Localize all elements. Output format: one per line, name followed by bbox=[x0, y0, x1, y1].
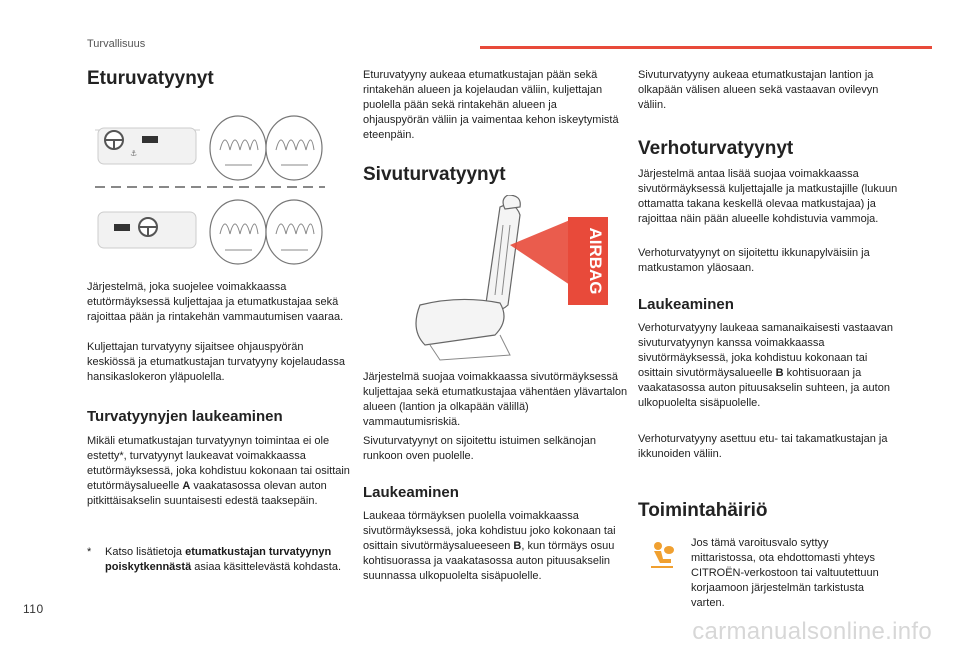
front-deploy-title: Turvatyynyjen laukeaminen bbox=[87, 408, 283, 425]
front-airbags-intro-1: Järjestelmä, joka suojelee voimakkaassa etutörmäyksessä kuljettajaa ja etumatkustajaa sekä rajoittaa pään ja rintakehän vammautumisen vaaraa. bbox=[87, 281, 344, 323]
dashboard-airbag-icon bbox=[114, 224, 130, 231]
curtain-airbags-title: Verhoturvatyynyt bbox=[638, 138, 794, 159]
steering-wheel-icon bbox=[105, 131, 123, 149]
side-airbags-title: Sivuturvatyynyt bbox=[363, 164, 506, 185]
section-label: Turvallisuus bbox=[87, 38, 146, 50]
front-airbags-title: Eturuvatyynyt bbox=[87, 68, 214, 89]
page-number: 110 bbox=[23, 602, 44, 616]
footnote: * Katso lisätietoja etumatkustajan turvatyynyn poiskytkennästä asiaa käsittelevästä kohdasta. bbox=[87, 546, 342, 573]
curtain-airbags-desc-1: Järjestelmä antaa lisää suojaa voimakkaassa sivutörmäyksessä kuljettajalle ja matkustajille (lukuun ottamatta takana keskellä olevaa matkustajaa) ja rajoittaa näin pään alueelle kohdistuvia vammoja. bbox=[638, 168, 898, 225]
fault-title: Toimintahäiriö bbox=[638, 500, 768, 521]
dashboard-airbag-icon bbox=[142, 136, 158, 143]
seat-cushion bbox=[416, 299, 504, 345]
side-deploy-title: Laukeaminen bbox=[363, 484, 459, 501]
curtain-deploy-title: Laukeaminen bbox=[638, 296, 734, 313]
header-accent-rule bbox=[480, 46, 932, 49]
curtain-deploy-text: Verhoturvatyyny laukeaa samanaikaisesti vastaavan sivuturvatyynyn kanssa voimakkaassa sivutörmäyksessä, joka kohdistuu kokonaan tai osittain sivutörmäysalueelle B kohtisuoraan ja vaakatasossa auton pituusakselin suhteen, ja auton ulkopuolelta sisäpuolelle. bbox=[638, 322, 893, 409]
side-airbag-inflation-text: Sivuturvatyyny aukeaa etumatkustajan lantion ja olkapään välisen alueen sekä vastaavan ovilevyn väliin. bbox=[638, 69, 879, 111]
watermark: carmanualsonline.info bbox=[692, 618, 932, 645]
fault-text: Jos tämä varoitusvalo syttyy mittaristossa, ota ehdottomasti yhteys CITROËN-verkostoon tai valtuutettuun korjaamoon järjestelmän tarkistusta varten. bbox=[691, 537, 879, 609]
svg-text:⚓: ⚓ bbox=[130, 149, 138, 158]
side-airbags-desc-2: Sivuturvatyynyt on sijoitettu istuimen selkänojan runkoon oven puolelle. bbox=[363, 435, 596, 462]
side-deploy-text: Laukeaa törmäyksen puolella voimakkaassa sivutörmäyksessä, joka kohdistuu joko kokonaan tai osittain sivutörmäysalueeseen B, kun törmäys osuu kohtisuorassa ja vaakatasossa auton pituusakselin suunnassa ulkopuolelta sisäpuolelle. bbox=[363, 510, 616, 582]
front-airbag-inflation-text: Eturuvatyyny aukeaa etumatkustajan pään sekä rintakehän alueen ja kojelaudan väliin, kuljettajan puolella pään sekä rintakehän alueen ja ohjauspyörän väliin ja vaimentaa kehon iskeytymistä eteenpäin. bbox=[363, 69, 619, 141]
airbag-label: AIRBAG bbox=[586, 227, 605, 295]
front-airbag-diagram bbox=[90, 100, 330, 270]
headrest bbox=[503, 195, 520, 209]
front-deploy-text: Mikäli etumatkustajan turvatyynyn toimintaa ei ole estetty*, turvatyynyt laukeavat voimakkaassa etutörmäyksessä, joka kohdistuu kokonaan tai osittain etutörmäysalueelle A vaakatasossa olevan auton pitkittäisakselin suuntaisesti edestä taaksepäin. bbox=[87, 435, 350, 507]
curtain-airbags-desc-2: Verhoturvatyynyt on sijoitettu ikkunapylväisiin ja matkustamon yläosaan. bbox=[638, 247, 870, 274]
front-airbags-intro-2: Kuljettajan turvatyyny sijaitsee ohjauspyörän keskiössä ja etumatkustajan turvatyyny kojelaudassa hansikaslokeron yläpuolella. bbox=[87, 341, 346, 383]
airbag-warning-light-icon bbox=[649, 541, 675, 569]
steering-wheel-icon bbox=[139, 218, 157, 236]
airbag-callout bbox=[510, 220, 570, 285]
side-airbag-seat-illustration bbox=[400, 195, 615, 365]
curtain-deploy-text-2: Verhoturvatyyny asettuu etu- tai takamatkustajan ja ikkunoiden väliin. bbox=[638, 433, 888, 460]
side-airbags-desc-1: Järjestelmä suojaa voimakkaassa sivutörmäyksessä kuljettajaa sekä etumatkustajaa vähentäen ylävartalon alueen (lantion ja olkapään välillä) vammautumisriskiä. bbox=[363, 371, 628, 428]
